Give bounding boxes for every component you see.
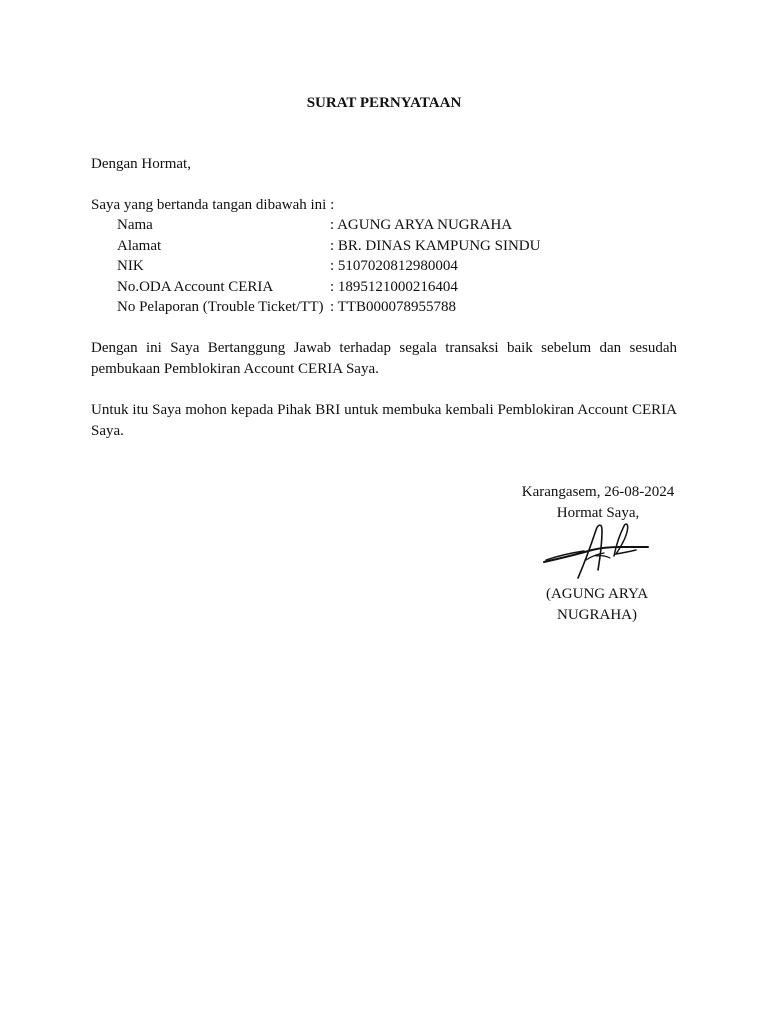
field-label: No Pelaporan (Trouble Ticket/TT): [117, 299, 324, 316]
handwritten-signature: [540, 520, 652, 582]
field-row-trouble-ticket: [117, 297, 677, 318]
place-date: Karangasem, 26-08-2024: [521, 484, 675, 500]
identity-fields: [117, 215, 677, 318]
signer-name: (AGUNG ARYA NUGRAHA): [545, 586, 649, 623]
responsibility-paragraph: Dengan ini Saya Bertanggung Jawab terhadap segala transaksi baik sebelum dan sesudah pembukaan Pemblokiran Account CERIA Saya.: [91, 340, 677, 377]
field-row-alamat: [117, 236, 677, 257]
field-value: : BR. DINAS KAMPUNG SINDU: [330, 237, 541, 254]
field-label: Alamat: [117, 237, 162, 254]
closing-salutation: Hormat Saya,: [556, 504, 640, 521]
field-value: : AGUNG ARYA NUGRAHA: [330, 217, 513, 233]
document-title: SURAT PERNYATAAN: [306, 95, 462, 111]
closing-block: [498, 482, 698, 523]
field-value: : 1895121000216404: [330, 278, 458, 295]
field-row-oda-account: [117, 277, 677, 298]
intro-line: Saya yang bertanda tangan dibawah ini :: [91, 197, 335, 213]
field-row-nik: [117, 256, 677, 277]
field-value: : 5107020812980004: [330, 258, 458, 275]
greeting: Dengan Hormat,: [91, 156, 191, 172]
field-value: : TTB000078955788: [330, 299, 456, 316]
field-label: Nama: [117, 217, 153, 233]
field-label: NIK: [117, 258, 144, 275]
field-label: No.ODA Account CERIA: [117, 278, 274, 295]
request-paragraph: Untuk itu Saya mohon kepada Pihak BRI untuk membuka kembali Pemblokiran Account CERIA Saya.: [91, 402, 677, 439]
field-row-nama: [117, 215, 677, 236]
